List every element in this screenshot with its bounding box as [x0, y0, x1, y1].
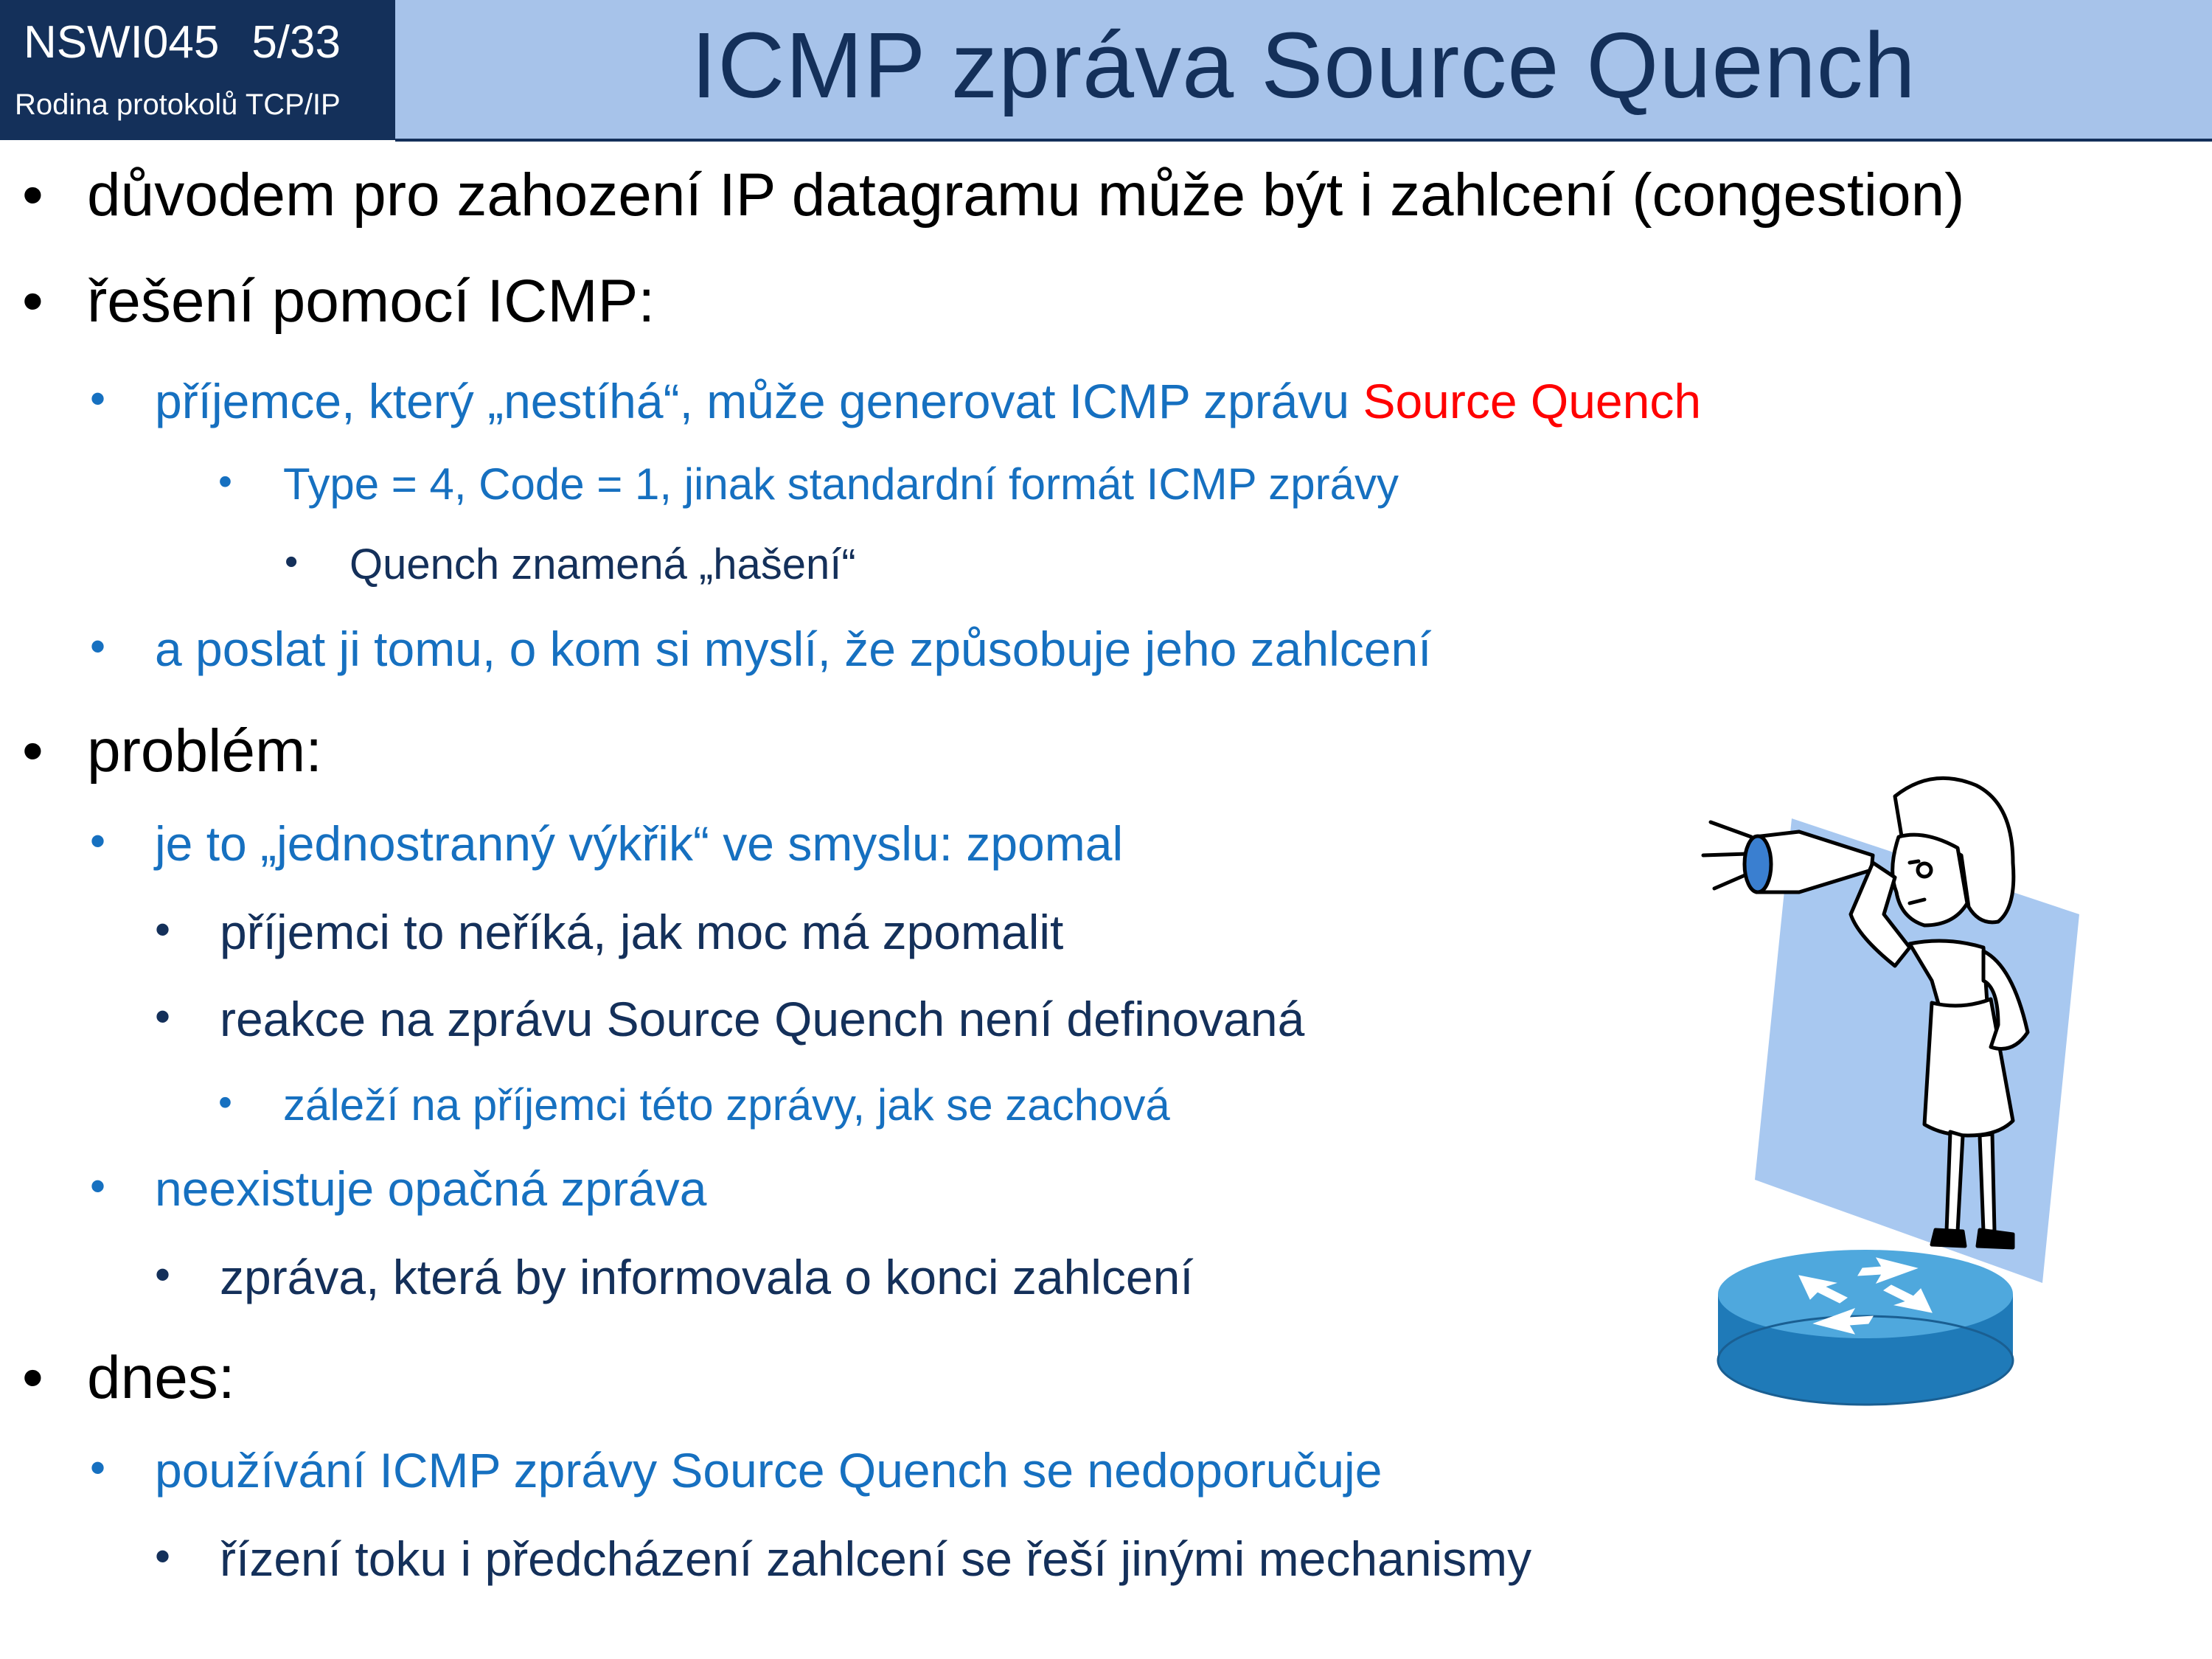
- bullet-text: zpráva, která by informovala o konci zahlcení: [220, 1250, 1194, 1304]
- bullet-today: [22, 1343, 235, 1413]
- bullet-send-to-source: [90, 621, 1432, 677]
- bullet-other-mechanisms: [155, 1531, 1532, 1587]
- bullet-one-sided-shout: [90, 815, 1124, 872]
- bullet-dot: •: [218, 1080, 232, 1124]
- bullet-text: problém:: [87, 717, 323, 785]
- bullet-dot: •: [155, 1531, 171, 1581]
- bullet-how-much-slow: [155, 904, 1064, 960]
- bullet-dot: •: [90, 374, 106, 423]
- bullet-dot: •: [22, 161, 44, 229]
- bullet-dot: •: [155, 992, 171, 1041]
- bullet-text: příjemce, který „nestíhá“, může generovat ICMP zprávu: [155, 374, 1363, 428]
- bullet-text: důvodem pro zahození IP datagramu může být i zahlcení (congestion): [87, 161, 1965, 229]
- bullet-type-code: [218, 459, 1399, 509]
- bullet-text: Type = 4, Code = 1, jinak standardní formát ICMP zprávy: [283, 459, 1399, 509]
- bullet-depends-on-receiver: [218, 1079, 1170, 1130]
- source-quench-highlight: Source Quench: [1363, 374, 1702, 428]
- title-bar: [395, 0, 2212, 142]
- bullet-dot: •: [22, 268, 44, 335]
- course-code: NSWI045: [24, 17, 220, 68]
- bullet-end-of-congestion: [155, 1249, 1194, 1305]
- bullet-icmp-solution: [22, 267, 655, 336]
- bullet-text: je to „jednostranný výkřik“ ve smyslu: zpomal: [155, 816, 1124, 871]
- bullet-dot: •: [155, 1250, 171, 1299]
- megaphone-router-illustration: [1688, 767, 2101, 1430]
- bullet-problem: [22, 717, 323, 786]
- bullet-no-opposite: [90, 1161, 707, 1217]
- bullet-text: řízení toku i předcházení zahlcení se řeší jinými mechanismy: [220, 1531, 1532, 1586]
- bullet-dot: •: [90, 622, 106, 671]
- bullet-dot: •: [90, 816, 106, 866]
- bullet-dot: •: [285, 540, 299, 583]
- bullet-dot: •: [22, 1344, 44, 1411]
- bullet-text: používání ICMP zprávy Source Quench se nedoporučuje: [155, 1443, 1382, 1498]
- bullet-text: řešení pomocí ICMP:: [87, 268, 655, 335]
- bullet-dot: •: [22, 717, 44, 785]
- bullet-quench-meaning: [285, 540, 856, 589]
- bullet-text: reakce na zprávu Source Quench není definovaná: [220, 992, 1305, 1046]
- bullet-text: příjemci to neříká, jak moc má zpomalit: [220, 905, 1064, 959]
- bullet-dot: •: [155, 905, 171, 954]
- course-code-line: [24, 16, 341, 69]
- bullet-text: záleží na příjemci této zprávy, jak se zachová: [283, 1080, 1170, 1130]
- bullet-congestion: [22, 161, 1965, 230]
- bullet-not-recommended: [90, 1442, 1382, 1498]
- bullet-dot: •: [218, 459, 232, 504]
- slide-title: ICMP zpráva Source Quench: [691, 13, 1916, 117]
- router-icon: [1718, 1250, 2013, 1405]
- bullet-text: Quench znamená „hašení“: [349, 540, 856, 588]
- course-header: [0, 0, 395, 140]
- page-indicator: 5/33: [251, 17, 341, 68]
- course-name: Rodina protokolů TCP/IP: [15, 88, 341, 121]
- bullet-text: dnes:: [87, 1344, 235, 1411]
- bullet-receiver-sends: [90, 373, 1702, 429]
- bullet-text: a poslat ji tomu, o kom si myslí, že způsobuje jeho zahlcení: [155, 622, 1432, 676]
- bullet-reaction-undefined: [155, 991, 1305, 1047]
- bullet-dot: •: [90, 1161, 106, 1211]
- bullet-text: neexistuje opačná zpráva: [155, 1161, 707, 1216]
- bullet-dot: •: [90, 1443, 106, 1492]
